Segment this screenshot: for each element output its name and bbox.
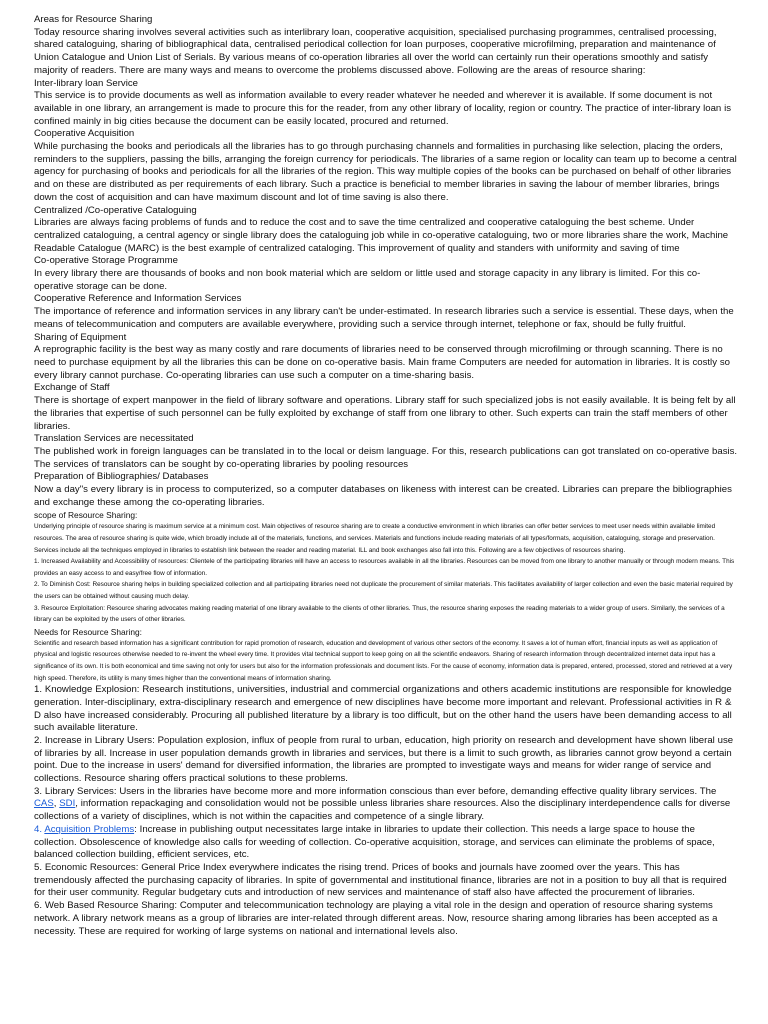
list-item-text: 3. Library Services: Users in the libraries have become more and more information conscious than ever before, demanding effective quality library services. The — [34, 785, 717, 797]
paragraph: While purchasing the books and periodicals all the libraries has to go through purchasing channels and formalities in purchasing like selection, placing the orders, reminders to the suppliers, passing the bills, arranging the foreign currency for periodicals. The libraries of a same region or locality can team up to become a central agency for purchasing of books and periodicals for all the libraries of the region. This way multiple copies of the books can be purchased on behalf of other libraries and on these are distributed as per requirements of each library. Such a practice is beneficial to member libraries in saving the labour of member libraries, brings down the cost of acquisition and can have maximum discount and lot of time saving is also there. — [34, 141, 737, 203]
section-heading: Preparation of Bibliographies/ Databases — [34, 471, 209, 483]
sdi-link[interactable]: SDI — [59, 798, 76, 810]
paragraph: Libraries are always facing problems of funds and to reduce the cost and to save the time centralized and cooperative cataloguing the best scheme. Under centralized cataloguing, a central agency or single library does the cataloguing job while in co-operative cataloguing, two or more libraries share the work, Machine Readable Catalogue (MARC) is the best example of centralized cataloging. This improvement of quality and standers with uniformity and saving of time — [34, 217, 729, 254]
paragraph: In every library there are thousands of books and non book material which are seldom or little used and storage capacity in any library is limited. For this co-operative storage can be done. — [34, 268, 701, 292]
section-heading: Inter-library loan Service — [34, 77, 138, 89]
section-heading: Exchange of Staff — [34, 382, 110, 394]
list-item-text: : Increase in publishing output necessitates large intake in libraries to update their collection. This needs a large space to house the collection. Obsolescence of knowledge also calls for weeding of collection. Co-operative acquisition, storage, and services can eliminate the problems of space, balanced collection building, efficient services, etc. — [34, 823, 715, 861]
cas-link[interactable]: CAS — [34, 798, 54, 810]
paragraph: A reprographic facility is the best way as many costly and rare documents of libraries need to be conserved through microfilming or through scanning. There is no need to purchase equipment by all the libraries this can be done on co-operative basis. Main frame Computers are needed for automation in libraries. It is costly so every library cannot purchase. Co-operating libraries can use such a computer on a time-sharing basis. — [34, 344, 730, 381]
paragraph: Scientific and research based information has a significant contribution for rapid promotion of research, education and development of various other sectors of the economy. It saves a lot of human effort, financial inputs as well as application of physical and logistic resources otherwise needed to re-invent the wheel every time. It provides vital technical support to keep going on all the scientific endeavors. Sharing of research information through decentralized internet data input has a significance of its own. It is both economical and time saving not only for users but also for the information professionals and document lists. For the cause of economy, information data is prepared, entered, processed, stored and retrieved at a very high speed. Therefore, its utility is many times higher than the conventional means of information sharing. — [34, 639, 733, 682]
list-item: 2. Increase in Library Users: Population explosion, influx of people from rural to urban, education, high priority on research and development have shown liberal use of libraries by all. Increase in user population demands growth in libraries and services, but there is a limit to such growth, as libraries cannot grow beyond a certain point. Due to the increase in users' demand for diversified information, the libraries are prompted to investigate ways and means for wider range of service and collections. Resource sharing offers practical solutions to these problems. — [34, 734, 734, 785]
list-item-text: , — [53, 798, 60, 810]
section-heading: Cooperative Acquisition — [34, 128, 135, 140]
paragraph: Now a day"s every library is in process to computerized, so a computer databases on likeness with interest can be created. Libraries can prepare the bibliographies and exchange these among the co-operating libraries. — [34, 484, 732, 508]
paragraph: Today resource sharing involves several activities such as interlibrary loan, cooperative acquisition, specialised purchasing programmes, centralised processing, shared cataloguing, sharing of bibliographical data, centralised periodical collection for loan purposes, cooperative microfilming, preparation and maintenance of Union Catalogue and Union List of Serials. By various means of co-operation libraries all over the world can certainly run their operations smoothly and satisfy majority of readers. There are many ways and means to overcome the problems discussed above. Following are the areas of resource sharing: — [34, 26, 717, 76]
paragraph: There is shortage of expert manpower in the field of library software and operations. Library staff for such specialized jobs is not easily available. It is being felt by all the libraries that expertise of such personnel can be fully exploited by exchange of staff from one library to other. Such experts can train the staff members of other libraries. — [34, 395, 736, 432]
list-item — [34, 786, 738, 824]
list-item: 3. Resource Exploitation: Resource sharing advocates making reading material of one library available to the clients of other libraries. Thus, the resource sharing exposes the reading materials to a wider group of users. Similarly, the services of a library can be exploited by the users of other libraries. — [34, 604, 725, 624]
list-item: 5. Economic Resources: General Price Index everywhere indicates the rising trend. Prices of books and journals have zoomed over the years. This has tremendously affected the purchasing capacity of libraries. In spite of governmental and institutional finance, libraries are not in a position to buy all that is required for their user community. Regular budgetary cuts and introduction of new services and maintenance of staff also have affected the procurement of libraries. — [34, 861, 727, 899]
paragraph: This service is to provide documents as well as information available to every reader whatever he needed and wherever it is available. If some document is not available in one library, an arrangement is made to procure this for the reader, from any other library of locality, region or country. The practice of inter-library loan is confined mainly in big cities because the document can be easily located, procured and returned. — [34, 90, 732, 127]
paragraph: The importance of reference and information services in any library can't be under-estimated. In research libraries such a service is essential. These days, when the means of telecommunication and computers are available everywhere, providing such a service through internet, telephone or fax, should be fully fruitful. — [34, 306, 734, 330]
list-item: 1. Knowledge Explosion: Research institutions, universities, industrial and commercial organizations and others academic institutions are responsible for knowledge generation. Inter-disciplinary, extra-disciplinary research and emergence of new disciplines have become more important and relevant. Professional activities in R & D also have increased considerably. Procuring all published literature by a library is too difficult, but on the other hand the users have been demanding access to all such available literature. — [34, 684, 732, 734]
section-heading: Centralized /Co-operative Cataloguing — [34, 204, 197, 216]
section-heading: Sharing of Equipment — [34, 331, 127, 343]
section-heading: Translation Services are necessitated — [34, 433, 194, 445]
paragraph: Underlying principle of resource sharing is maximum service at a minimum cost. Main objectives of resource sharing are to create a conductive environment in which libraries can offer better services to meet user needs within available limited resources. The area of resource sharing is quite wide, which broadly include all of the materials, functions, and services. Materials and functions include reading materials of all types/formats, acquisition, cataloguing, storage and preservation. Services include all the techniques employed in libraries to establish link between the reader and reading material. ILL and book exchanges also fall into this. Following are a few objectives of resources sharing. — [34, 523, 716, 554]
list-item-number: 4. — [34, 823, 45, 835]
section-heading: Needs for Resource Sharing: — [34, 626, 142, 637]
paragraph: The published work in foreign languages can be translated in to the local or deism language. For this, research publications can got translated on co-operative basis. The services of translators can be sought by co-operating libraries by pooling resources — [34, 445, 738, 470]
list-item: 6. Web Based Resource Sharing: Computer and telecommunication technology are playing a vital role in the design and operation of resource sharing systems network. A library network means as a group of libraries are inter-related through different areas. Now, resource sharing among libraries has been accepted as a necessity. These are required for working of large systems on national and international levels also. — [34, 900, 718, 937]
list-item-text: , information repackaging and consolidation would not be possible unless libraries share resources. Also the disciplinary interdependence calls for diverse collections of a variety of disciplines, which is not within the capacities and competence of a single library. — [34, 798, 731, 823]
section-heading: scope of Resource Sharing: — [34, 510, 138, 521]
list-item: 2. To Diminish Cost: Resource sharing helps in building specialized collection and all participating libraries need not duplicate the procurement of similar materials. This facilitates availability of larger collection and even the basic material required by the users can be obtained without causing much delay. — [34, 581, 733, 600]
list-item — [34, 824, 738, 862]
section-heading: Co-operative Storage Programme — [34, 255, 178, 267]
section-heading: Areas for Resource Sharing — [34, 14, 153, 25]
section-heading: Cooperative Reference and Information Services — [34, 293, 242, 305]
acquisition-problems-link[interactable]: Acquisition Problems — [44, 823, 135, 835]
list-item: 1. Increased Availability and Accessibility of resources: Clientele of the participating libraries will have an access to resources available in all the libraries. Resources can be moved from one library to another manually or through modern means. This provides an easy access to and easy/free flow of information. — [34, 558, 735, 577]
